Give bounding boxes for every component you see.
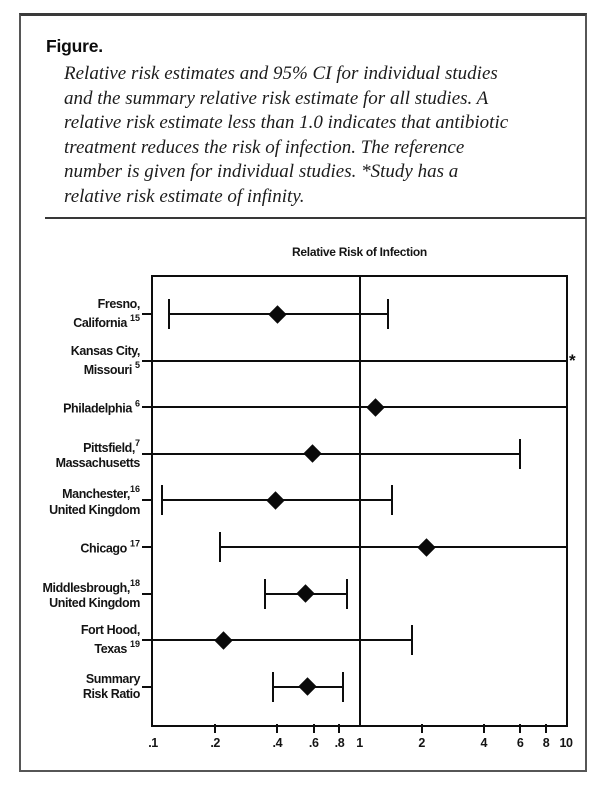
x-tick-label: .1 [148,736,158,750]
plot-frame [148,275,573,750]
y-axis-label-line [28,502,140,517]
reference-number-superscript: 19 [129,639,140,650]
y-axis-label-chicago [28,537,140,556]
study-name-text: Chicago [80,541,130,556]
ci-cap-high [387,299,389,329]
infinity-asterisk: * [569,350,576,370]
y-axis-label-pittsfield [28,437,140,471]
y-axis-tick [142,453,151,455]
study-name-text: Philadelphia [63,401,135,416]
study-name-text: Fresno, [97,296,140,311]
y-axis-label-line [28,483,140,502]
y-axis-tick [142,686,151,688]
y-axis-tick [142,360,151,362]
study-name-text: Massachusetts [55,455,140,470]
x-tick-label: 8 [542,736,550,750]
y-axis-label-line [28,537,140,556]
y-axis-label-line [28,359,140,378]
reference-number-superscript: 5 [134,359,140,370]
reference-number-superscript: 18 [129,577,140,588]
study-name-text: Pittsfield, [83,440,135,455]
y-axis-label-kansas-city [28,344,140,378]
x-axis-tick [276,724,278,733]
study-name-text: Summary [85,671,140,686]
point-estimate-diamond [266,491,284,509]
study-name-text: Manchester, [62,487,130,502]
reference-number-superscript: 6 [134,398,140,409]
y-axis-label-line [28,456,140,471]
y-axis-label-line [28,344,140,359]
study-name-text: Risk Ratio [82,686,140,701]
ci-cap-high [342,672,344,702]
x-axis-tick [313,724,315,733]
y-axis-label-fresno [28,297,140,331]
study-name-text: Missouri [83,362,135,377]
ci-line [153,360,566,362]
x-tick-label: .6 [308,736,319,750]
x-tick-label: .4 [272,736,283,750]
point-estimate-diamond [268,305,286,323]
point-estimate-diamond [297,584,315,602]
x-tick-label: .8 [334,736,345,750]
figure-caption-line: treatment reduces the risk of infection. The reference [64,136,465,158]
figure-caption-line: relative risk estimate less than 1.0 indicates that antibiotic [64,112,509,134]
reference-number-superscript: 16 [129,484,140,495]
figure-caption-line: number is given for individual studies. *Study has a [64,161,459,183]
figure-caption [64,62,564,210]
ci-cap-low [264,579,266,609]
reference-number-superscript: 7 [134,437,140,448]
figure-border-box [19,13,587,772]
point-estimate-diamond [215,631,233,649]
y-axis-tick [142,499,151,501]
y-axis-label-line [28,577,140,596]
ci-cap-high [391,485,393,515]
point-estimate-diamond [298,678,316,696]
reference-number-superscript: 17 [129,538,140,549]
y-axis-tick [142,406,151,408]
ci-cap-high [346,579,348,609]
x-tick-label: .2 [210,736,220,750]
x-tick-label: 6 [516,736,524,750]
x-tick-label: 2 [418,736,425,750]
study-name-text: Middlesbrough, [42,580,130,595]
y-axis-tick [142,593,151,595]
figure-caption-line: relative risk estimate of infinity. [64,185,305,207]
study-name-text: Texas [94,642,130,657]
x-axis-tick [483,724,485,733]
y-axis-label-line [28,437,140,456]
y-axis-label-philadelphia [28,398,140,417]
study-name-text: Fort Hood, [80,623,140,638]
x-axis-tick [214,724,216,733]
x-axis-tick [519,724,521,733]
y-axis-tick [142,546,151,548]
ci-cap-low [168,299,170,329]
ci-cap-low [219,532,221,562]
y-axis-label-line [28,672,140,687]
y-axis-label-manchester [28,483,140,517]
y-axis-label-line [28,312,140,331]
x-axis-tick [421,724,423,733]
study-name-text: United Kingdom [49,595,140,610]
y-axis-label-summary-risk-ratio [28,672,140,702]
ci-cap-high [519,439,521,469]
x-tick-label: 10 [559,736,573,750]
ci-line [220,546,566,548]
y-axis-label-line [28,596,140,611]
chart-title: Relative Risk of Infection [292,245,427,259]
point-estimate-diamond [303,445,321,463]
figure-caption-line: and the summary relative risk estimate for all studies. A [64,87,489,109]
point-estimate-diamond [367,398,385,416]
y-axis-label-line [28,687,140,702]
ci-line [153,406,566,408]
x-axis-tick [338,724,340,733]
point-estimate-diamond [417,538,435,556]
y-axis-label-fort-hood [28,623,140,657]
caption-divider-rule [45,217,586,219]
x-tick-label: 1 [356,736,363,750]
figure-heading: Figure. [46,36,103,56]
y-axis-label-line [28,297,140,312]
y-axis-label-line [28,623,140,638]
y-axis-tick [142,639,151,641]
ci-line [153,639,412,641]
ci-line [153,453,520,455]
ci-cap-low [161,485,163,515]
y-axis-label-line [28,398,140,417]
ci-cap-low [272,672,274,702]
y-axis-label-line [28,638,140,657]
study-name-text: California [73,316,130,331]
study-name-text: United Kingdom [49,502,140,517]
x-tick-label: 4 [480,736,488,750]
y-axis-label-middlesbrough [28,577,140,611]
reference-number-superscript: 15 [129,312,140,323]
figure-caption-line: Relative risk estimates and 95% CI for individual studies [64,63,498,84]
x-axis-tick [545,724,547,733]
y-axis-tick [142,313,151,315]
ci-cap-high [411,625,413,655]
study-name-text: Kansas City, [70,343,140,358]
